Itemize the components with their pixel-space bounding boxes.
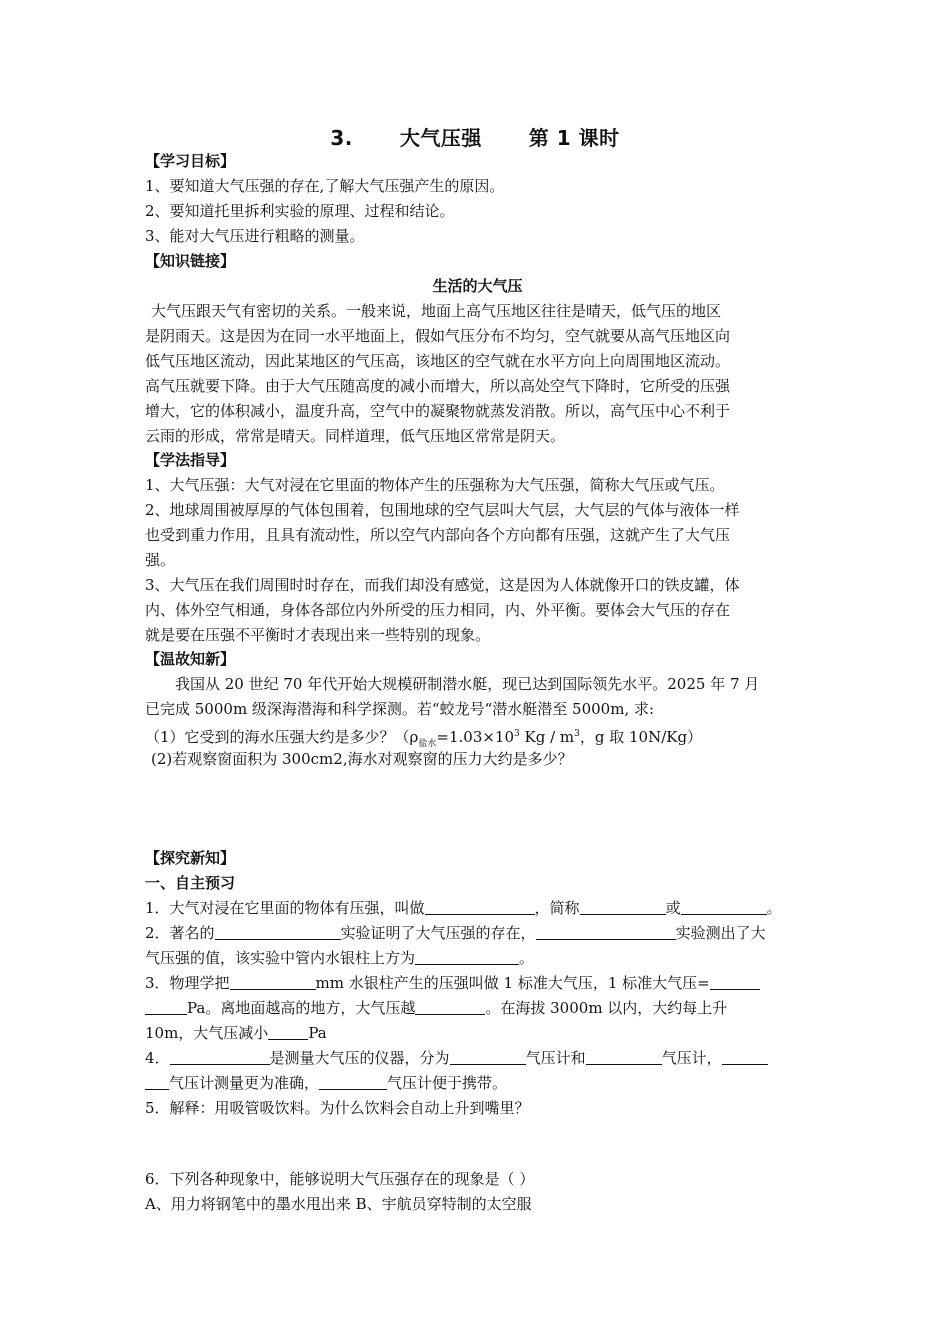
fill-question-1: 1．大气对浸在它里面的物体有压强，叫做 ，简称 或 。 bbox=[145, 899, 782, 917]
answer-blank[interactable] bbox=[425, 897, 535, 915]
goal-item: 2、要知道托里拆利实验的原理、过程和结论。 bbox=[145, 202, 455, 220]
answer-blank[interactable] bbox=[710, 972, 760, 990]
link-heading: 【知识链接】 bbox=[145, 252, 236, 270]
review-question-1: （1）它受到的海水压强大约是多少？（$\rho_{盐水}=1.03\times 10^3$ Kg / $m^3$，g 取 10N/Kg） bbox=[145, 728, 703, 749]
answer-blank[interactable] bbox=[145, 997, 187, 1015]
review-question-2: (2)若观察窗面积为 300cm2,海水对观察窗的压力大约是多少？ bbox=[151, 750, 573, 768]
method-line: 内、体外空气相通，身体各部位内外所受的压力相同，内、外平衡。要体会大气压的存在 bbox=[145, 601, 731, 619]
answer-blank[interactable] bbox=[170, 1047, 270, 1065]
link-subtitle: 生活的大气压 bbox=[432, 277, 523, 295]
explore-section-cont bbox=[145, 1167, 810, 1217]
answer-blank[interactable] bbox=[681, 897, 767, 915]
answer-blank[interactable] bbox=[722, 1047, 768, 1065]
fill-question-3-cont: Pa。离地面越高的地方，大气压越 。在海拔 3000m 以内，大约每上升 bbox=[145, 996, 810, 1021]
page-title bbox=[0, 122, 950, 151]
review-heading: 【温故知新】 bbox=[145, 650, 236, 668]
title-lesson: 第 1 课时 bbox=[528, 126, 620, 150]
link-paragraph-line: 低气压地区流动，因此某地区的气压高，该地区的空气就在水平方向上向周围地区流动。 bbox=[145, 352, 731, 370]
method-line: 3、大气压在我们周围时时存在，而我们却没有感觉，这是因为人体就像开口的铁皮罐，体 bbox=[145, 576, 740, 594]
goals-section bbox=[145, 149, 810, 249]
goal-item: 1、要知道大气压强的存在,了解大气压强产生的原因。 bbox=[145, 177, 505, 195]
question-6: 6．下列各种现象中，能够说明大气压强存在的现象是（ ） bbox=[145, 1170, 535, 1188]
review-section bbox=[145, 647, 810, 772]
answer-blank[interactable] bbox=[319, 1072, 387, 1090]
method-heading: 【学法指导】 bbox=[145, 451, 236, 469]
fill-question-4-cont: 气压计测量更为准确， 气压计便于携带。 bbox=[145, 1071, 810, 1096]
answer-blank[interactable] bbox=[415, 997, 485, 1015]
fill-question-3-end: 10m，大气压减小 Pa bbox=[145, 1024, 327, 1042]
fill-question-2-cont: 气压强的值，该实验中管内水银柱上方为 。 bbox=[145, 949, 535, 967]
answer-blank[interactable] bbox=[268, 1022, 308, 1040]
link-paragraph-line: 云雨的形成，常常是晴天。同样道理，低气压地区常常是阴天。 bbox=[145, 427, 566, 445]
answer-blank[interactable] bbox=[230, 972, 316, 990]
explore-heading: 【探究新知】 bbox=[145, 849, 236, 867]
question-5: 5．解释：用吸管吸饮料。为什么饮料会自动上升到嘴里？ bbox=[145, 1099, 530, 1117]
question-6-options: A、用力将钢笔中的墨水甩出来 B、宇航员穿特制的太空服 bbox=[145, 1195, 532, 1213]
method-line: 强。 bbox=[145, 551, 176, 569]
answer-blank[interactable] bbox=[536, 922, 676, 940]
answer-blank[interactable] bbox=[450, 1047, 526, 1065]
title-number: 3. bbox=[330, 126, 353, 150]
title-name: 大气压强 bbox=[399, 126, 482, 150]
method-line: 1、大气压强：大气对浸在它里面的物体产生的压强称为大气压强，简称大气压或气压。 bbox=[145, 476, 725, 494]
answer-blank[interactable] bbox=[415, 947, 519, 965]
method-line: 2、地球周围被厚厚的气体包围着，包围地球的空气层叫大气层，大气层的气体与液体一样 bbox=[145, 501, 740, 519]
answer-blank[interactable] bbox=[580, 897, 666, 915]
explore-section bbox=[145, 846, 810, 1121]
review-line: 我国从 20 世纪 70 年代开始大规模研制潜水艇，现已达到国际领先水平。2025 年 7 月 bbox=[175, 675, 760, 693]
knowledge-link-section bbox=[145, 249, 810, 449]
method-section bbox=[145, 448, 810, 648]
answer-blank[interactable] bbox=[215, 922, 341, 940]
answer-blank[interactable] bbox=[586, 1047, 662, 1065]
method-line: 也受到重力作用，且具有流动性，所以空气内部向各个方向都有压强，这就产生了大气压 bbox=[145, 526, 731, 544]
method-line: 就是要在压强不平衡时才表现出来一些特别的现象。 bbox=[145, 626, 491, 644]
review-line: 已完成 5000m 级深海潜海和科学探测。若“蛟龙号“潜水艇潜至 5000m, 求: bbox=[145, 700, 655, 718]
fill-question-2: 2．著名的 实验证明了大气压强的存在， 实验测出了大 bbox=[145, 924, 766, 942]
link-paragraph-line: 大气压跟天气有密切的关系。一般来说，地面上高气压地区往往是晴天，低气压的地区 bbox=[151, 302, 722, 320]
link-paragraph-line: 是阴雨天。这是因为在同一水平地面上，假如气压分布不均匀，空气就要从高气压地区向 bbox=[145, 327, 731, 345]
goal-item: 3、能对大气压进行粗略的测量。 bbox=[145, 227, 365, 245]
link-paragraph-line: 高气压就要下降。由于大气压随高度的减小而增大，所以高处空气下降时，它所受的压强 bbox=[145, 377, 731, 395]
goals-heading: 【学习目标】 bbox=[145, 152, 236, 170]
explore-subsection: 一、自主预习 bbox=[145, 874, 236, 892]
fill-question-4: 4． 是测量大气压的仪器，分为 气压计和 气压计， bbox=[145, 1046, 810, 1071]
answer-blank[interactable] bbox=[145, 1072, 169, 1090]
link-paragraph-line: 增大，它的体积减小，温度升高，空气中的凝聚物就蒸发消散。所以，高气压中心不利于 bbox=[145, 402, 731, 420]
fill-question-3: 3．物理学把 mm 水银柱产生的压强叫做 1 标准大气压，1 标准大气压= bbox=[145, 971, 810, 996]
